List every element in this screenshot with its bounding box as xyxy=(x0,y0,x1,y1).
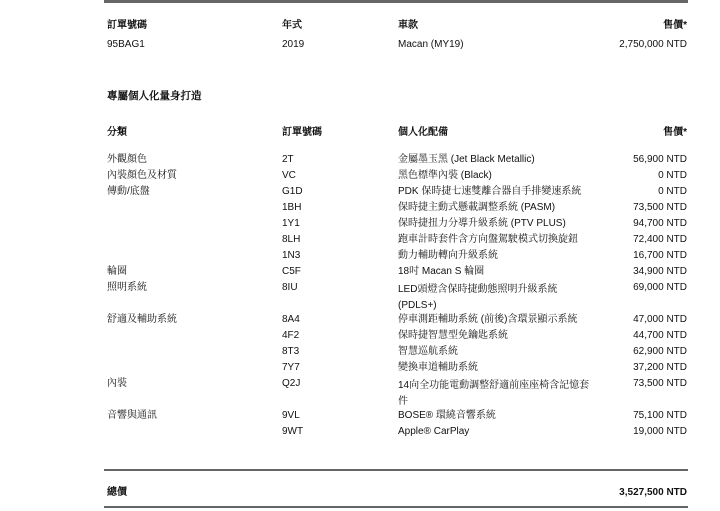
row-name: 黑色標準內裝 (Black) xyxy=(398,170,492,181)
row-category: 內裝 xyxy=(107,378,127,389)
row-name: PDK 保時捷七速雙離合器自手排變速系統 xyxy=(398,186,582,197)
row-name: 停車測距輔助系統 (前後)含環景顯示系統 xyxy=(398,314,578,325)
row-name: 智慧巡航系統 xyxy=(398,346,458,357)
row-price: 0 NTD xyxy=(658,170,687,181)
row-price: 34,900 NTD xyxy=(633,266,687,277)
row-name: 保時捷主動式懸載調整系統 (PASM) xyxy=(398,202,556,213)
row-price: 73,500 NTD xyxy=(633,378,687,389)
row-code: 2T xyxy=(282,154,294,165)
row-code: 8A4 xyxy=(282,314,300,325)
row-code: VC xyxy=(282,170,296,181)
row-name: Apple® CarPlay xyxy=(398,426,470,437)
summary-model: Macan (MY19) xyxy=(398,39,464,50)
total-bottom-rule xyxy=(104,506,688,508)
row-price: 47,000 NTD xyxy=(633,314,687,325)
row-price: 19,000 NTD xyxy=(633,426,687,437)
total-top-rule xyxy=(104,469,688,471)
row-code: 1N3 xyxy=(282,250,301,261)
total-label: 總價 xyxy=(107,487,127,498)
row-name: BOSE® 環繞音響系統 xyxy=(398,410,496,421)
row-code: 9VL xyxy=(282,410,300,421)
row-category: 內裝顏色及材質 xyxy=(107,170,177,181)
row-category: 外觀顏色 xyxy=(107,154,147,165)
row-code: 8IU xyxy=(282,282,298,293)
summary-order-no: 95BAG1 xyxy=(107,39,145,50)
summary-header-year: 年式 xyxy=(282,20,302,31)
row-price: 75,100 NTD xyxy=(633,410,687,421)
row-code: 9WT xyxy=(282,426,304,437)
row-category: 傳動/底盤 xyxy=(107,186,150,197)
row-price: 72,400 NTD xyxy=(633,234,687,245)
row-code: 8LH xyxy=(282,234,301,245)
row-price: 37,200 NTD xyxy=(633,362,687,373)
row-price: 62,900 NTD xyxy=(633,346,687,357)
row-code: 7Y7 xyxy=(282,362,300,373)
options-header-category: 分類 xyxy=(107,127,127,138)
row-name: LED頭燈含保時捷動態照明升級系統 (PDLS+) xyxy=(398,284,558,311)
row-price: 0 NTD xyxy=(658,186,687,197)
row-code: G1D xyxy=(282,186,303,197)
summary-header-model: 車款 xyxy=(398,20,418,31)
row-name: 18吋 Macan S 輪圈 xyxy=(398,266,485,277)
row-name: 動力輔助轉向升級系統 xyxy=(398,250,498,261)
row-code: Q2J xyxy=(282,378,301,389)
section-title: 專屬個人化量身打造 xyxy=(107,90,202,102)
row-price: 94,700 NTD xyxy=(633,218,687,229)
summary-year: 2019 xyxy=(282,39,305,50)
row-price: 69,000 NTD xyxy=(633,282,687,293)
options-header-order-no: 訂單號碼 xyxy=(282,127,322,138)
options-header-name: 個人化配備 xyxy=(398,127,448,138)
row-code: 4F2 xyxy=(282,330,300,341)
row-price: 44,700 NTD xyxy=(633,330,687,341)
row-code: 8T3 xyxy=(282,346,300,357)
summary-price: 2,750,000 NTD xyxy=(619,39,687,50)
row-code: C5F xyxy=(282,266,301,277)
total-value: 3,527,500 NTD xyxy=(619,487,687,498)
row-name: 14向全功能電動調整舒適前座座椅含記憶套件 xyxy=(398,380,590,407)
row-code: 1BH xyxy=(282,202,302,213)
row-code: 1Y1 xyxy=(282,218,300,229)
row-name: 變換車道輔助系統 xyxy=(398,362,478,373)
row-name: 保時捷扭力分導升級系統 (PTV PLUS) xyxy=(398,218,566,229)
row-category: 輪圈 xyxy=(107,266,127,277)
row-category: 音響與通訊 xyxy=(107,410,157,421)
row-name: 跑車計時套件含方向盤駕駛模式切換旋鈕 xyxy=(398,234,578,245)
top-rule xyxy=(104,0,688,3)
options-header-price: 售價* xyxy=(663,127,687,138)
row-price: 16,700 NTD xyxy=(633,250,687,261)
summary-header-order-no: 訂單號碼 xyxy=(107,20,147,31)
row-category: 照明系統 xyxy=(107,282,147,293)
row-category: 舒適及輔助系統 xyxy=(107,314,177,325)
row-name: 保時捷智慧型免鑰匙系統 xyxy=(398,330,508,341)
row-price: 73,500 NTD xyxy=(633,202,687,213)
summary-header-price: 售價* xyxy=(663,20,687,31)
row-name: 金屬墨玉黑 (Jet Black Metallic) xyxy=(398,154,535,165)
row-price: 56,900 NTD xyxy=(633,154,687,165)
